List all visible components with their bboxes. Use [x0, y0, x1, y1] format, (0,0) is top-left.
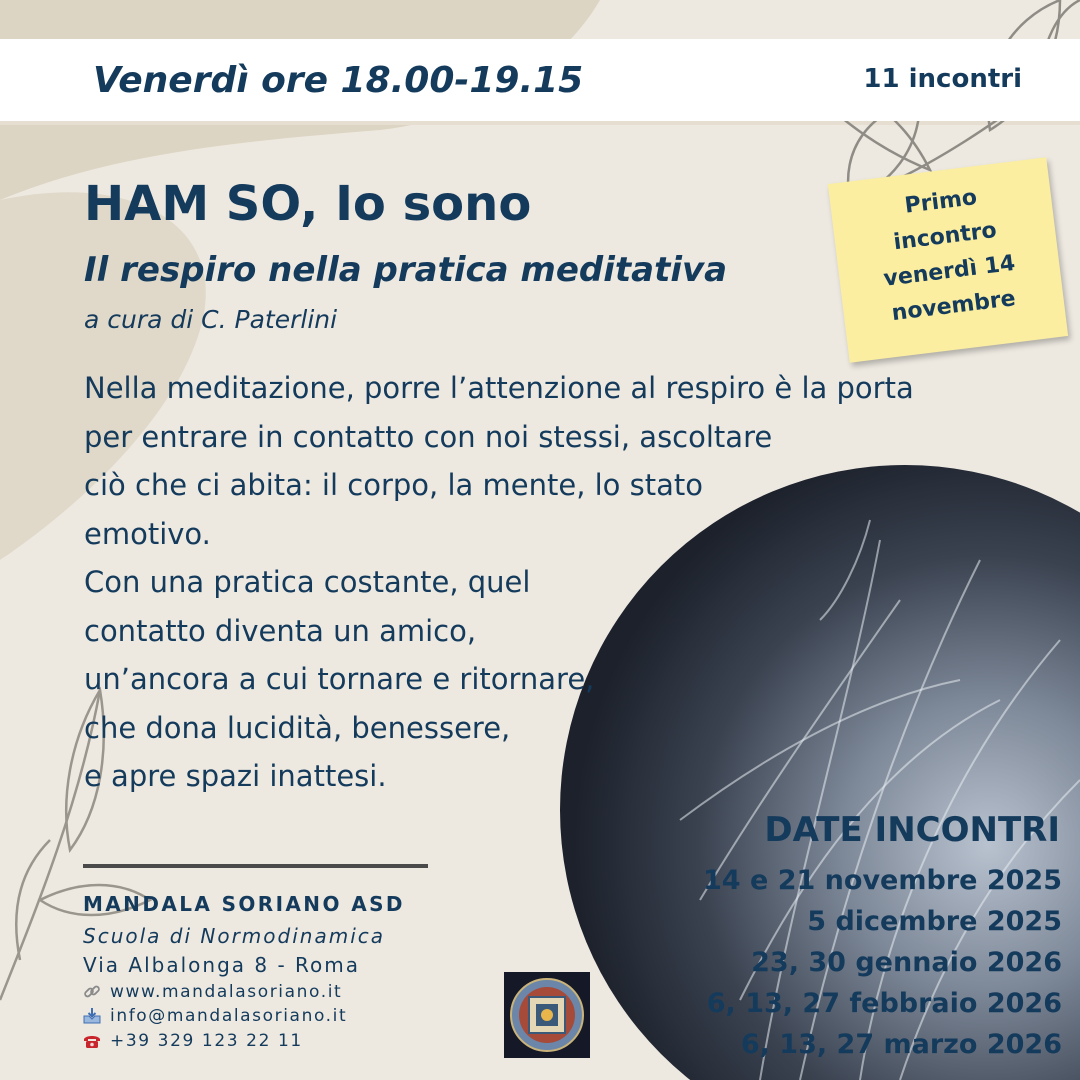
- sticky-note-line: Primo: [903, 185, 979, 219]
- phone-text: +39 329 123 22 11: [110, 1031, 303, 1051]
- schedule-text: Venerdì ore 18.00-19.15: [93, 60, 584, 101]
- download-mail-icon: [83, 1007, 101, 1025]
- sticky-note-line: novembre: [890, 286, 1017, 327]
- sticky-note: [828, 157, 1068, 362]
- date-item: 6, 13, 27 marzo 2026: [740, 1029, 1062, 1060]
- telephone-icon: [83, 1032, 101, 1050]
- description-line: emotivo.: [84, 516, 211, 551]
- email-link[interactable]: [83, 1006, 347, 1026]
- date-item: 6, 13, 27 febbraio 2026: [706, 988, 1062, 1019]
- date-item: 5 dicembre 2025: [807, 906, 1062, 937]
- course-curator: a cura di C. Paterlini: [84, 305, 338, 334]
- dates-title: DATE INCONTRI: [764, 810, 1060, 850]
- sessions-count: 11 incontri: [863, 64, 1022, 94]
- email-text: info@mandalasoriano.it: [110, 1006, 348, 1026]
- sticky-note-line: incontro: [892, 217, 999, 256]
- divider: [83, 864, 428, 868]
- link-icon: [83, 983, 101, 1001]
- sticky-note-line: venerdì 14: [882, 250, 1017, 292]
- description-line: per entrare in contatto con noi stessi, ascoltare: [84, 419, 773, 454]
- description-line: Con una pratica costante, quel: [84, 565, 531, 599]
- description-line: Nella meditazione, porre l’attenzione al respiro è la porta: [84, 371, 914, 405]
- dates-list: [703, 860, 1062, 1065]
- date-item: 14 e 21 novembre 2025: [703, 865, 1062, 896]
- description-line: che dona lucidità, benessere,: [84, 710, 511, 745]
- website-text: www.mandalasoriano.it: [110, 982, 343, 1002]
- phone-link[interactable]: [83, 1031, 303, 1051]
- date-item: 23, 30 gennaio 2026: [751, 947, 1062, 978]
- description: [84, 364, 1024, 801]
- website-link[interactable]: [83, 982, 342, 1002]
- description-line: ciò che ci abita: il corpo, la mente, lo stato: [84, 468, 704, 502]
- description-line: contatto diventa un amico,: [84, 613, 477, 648]
- course-title: HAM SO, Io sono: [84, 176, 532, 232]
- course-subtitle: Il respiro nella pratica meditativa: [84, 250, 728, 290]
- sticky-note-text: [830, 171, 1065, 337]
- organization-school: Scuola di Normodinamica: [83, 924, 385, 948]
- header-bar: [0, 39, 1080, 121]
- mandala-logo: [504, 972, 590, 1058]
- organization-name: MANDALA SORIANO ASD: [83, 892, 405, 916]
- description-line: un’ancora a cui tornare e ritornare,: [84, 662, 595, 696]
- organization-address: Via Albalonga 8 - Roma: [83, 953, 361, 977]
- description-line: e apre spazi inattesi.: [84, 759, 387, 793]
